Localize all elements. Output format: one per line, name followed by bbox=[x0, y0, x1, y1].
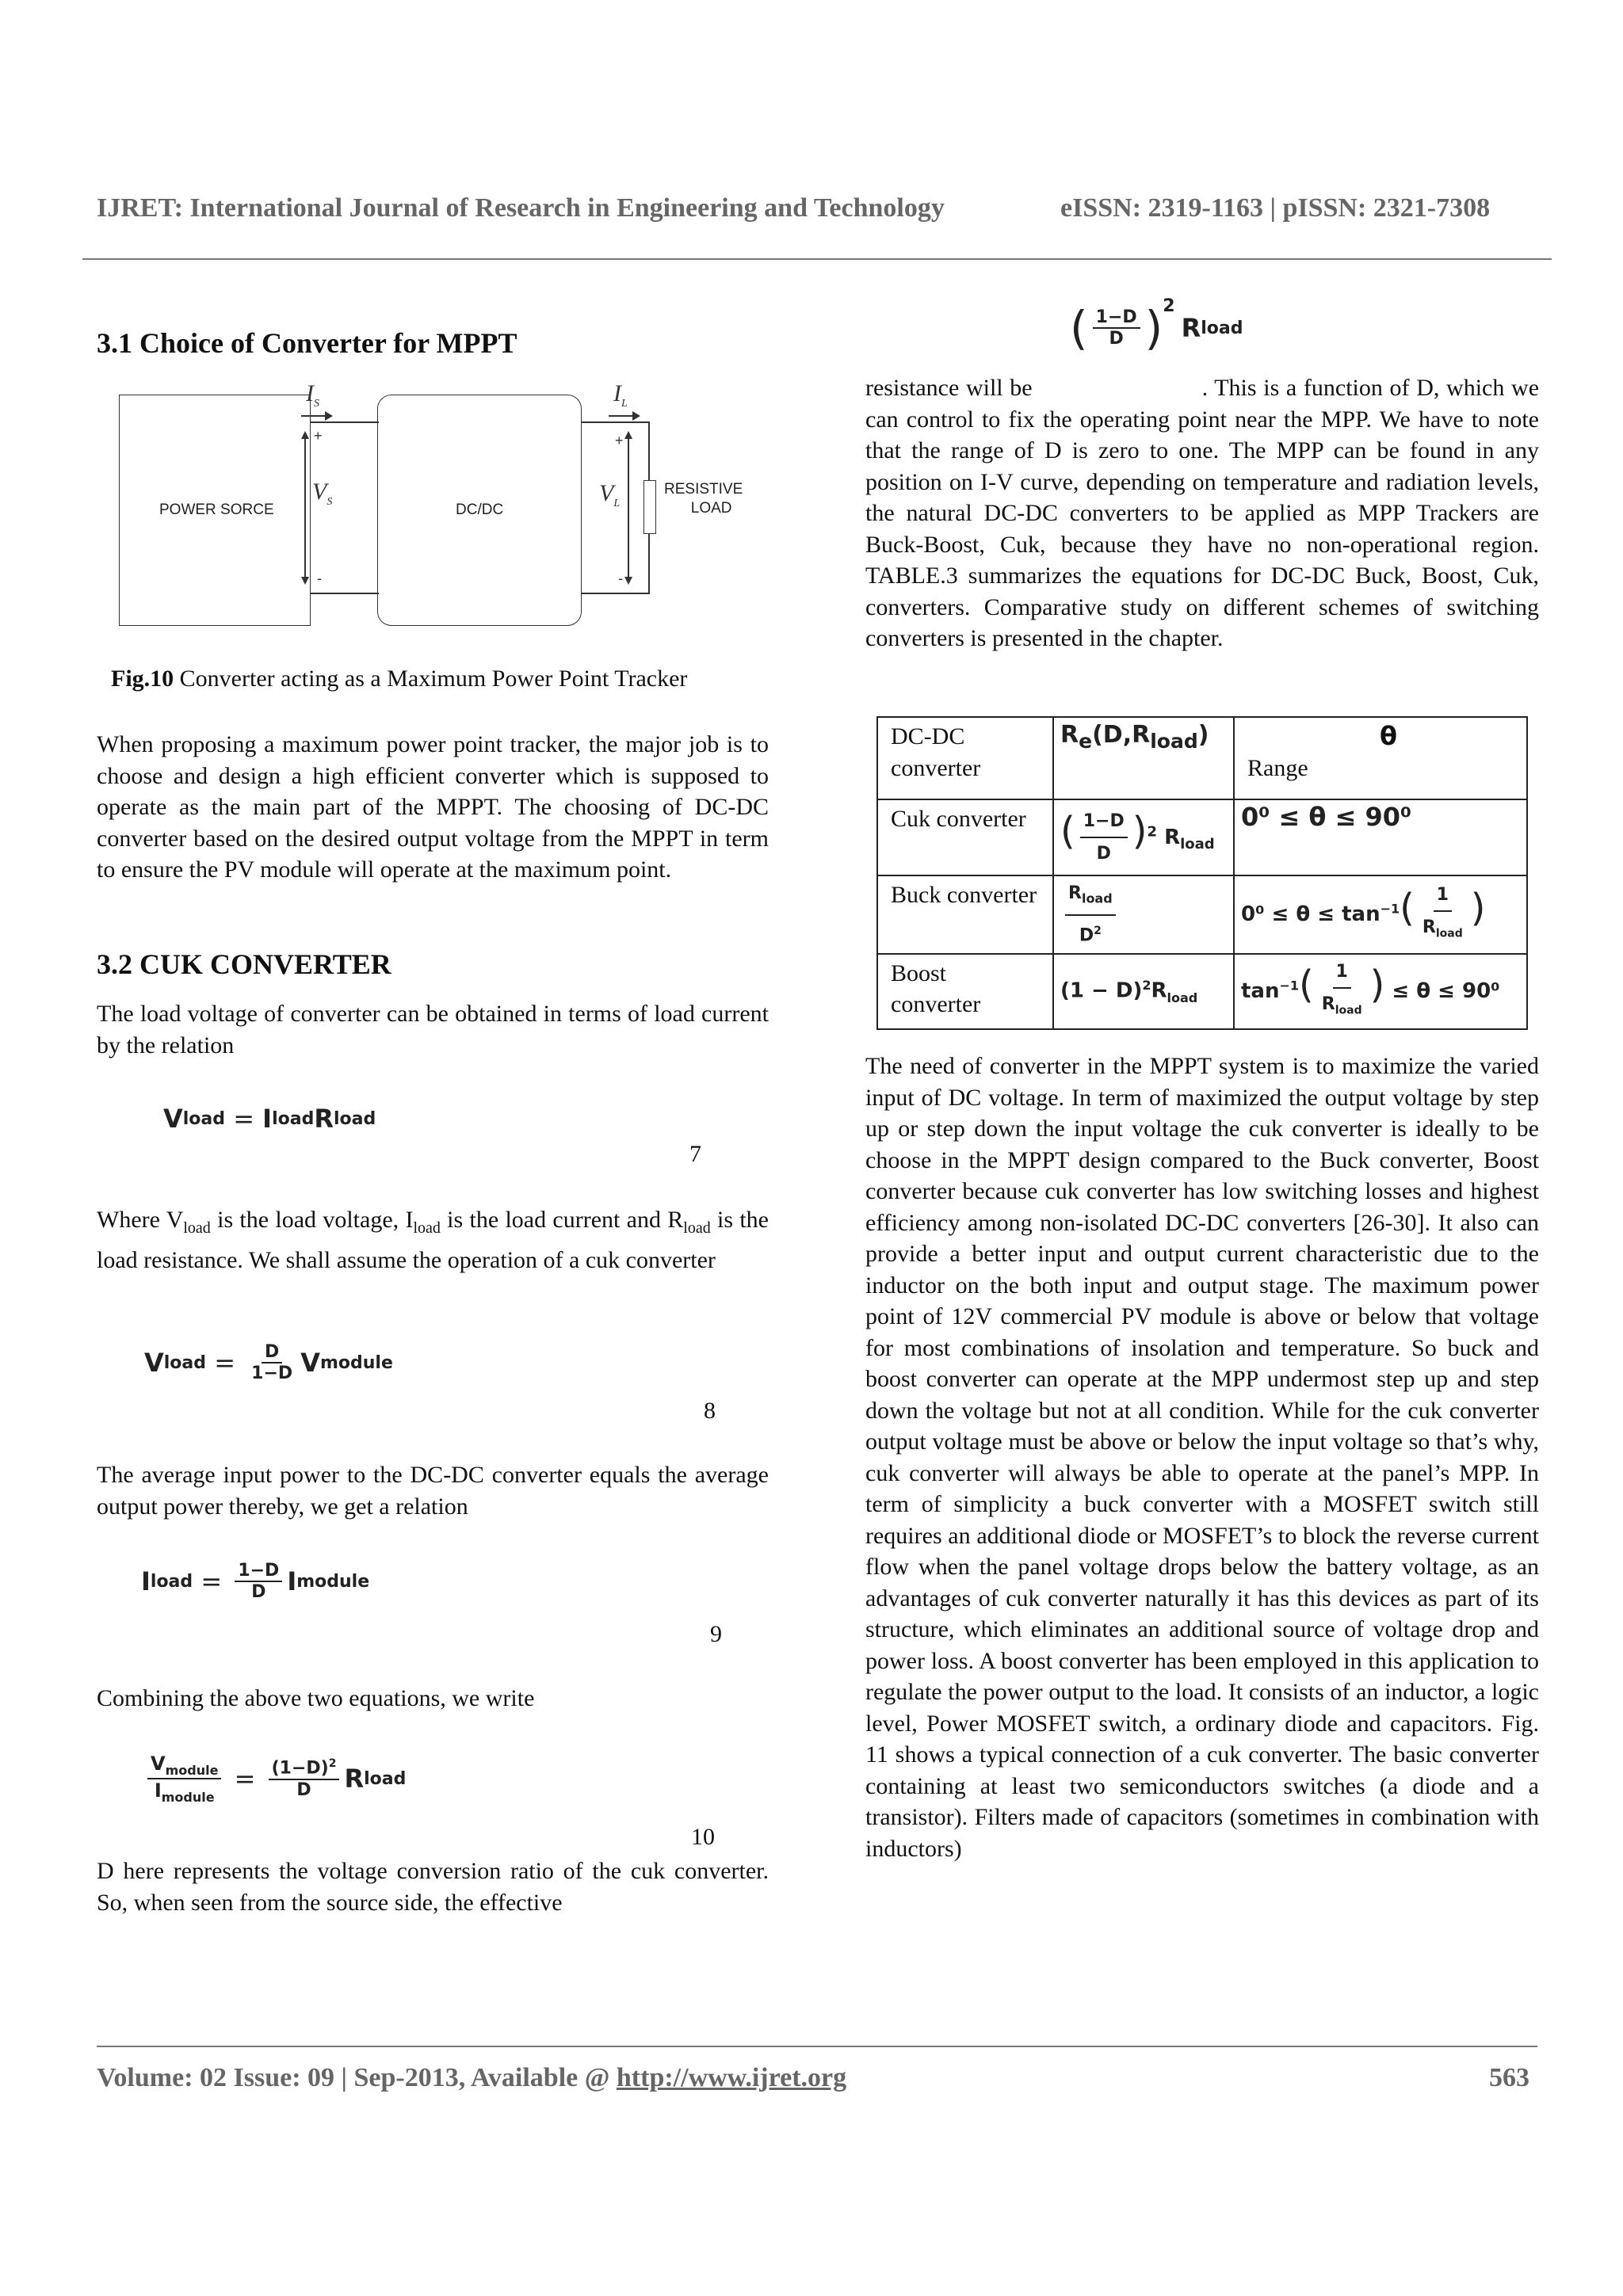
table-header-row bbox=[877, 717, 1527, 799]
resistive-load-label bbox=[664, 480, 743, 518]
resistive-text: RESISTIVE bbox=[664, 481, 743, 498]
table-cell-buck-range: $0^0 \le \theta \le \tan^{-1}$( $\frac{1}{R_{load}}$ ) bbox=[1234, 875, 1527, 954]
power-source-box bbox=[119, 395, 311, 626]
equation-8-number: 8 bbox=[704, 1398, 716, 1424]
table-cell-boost-range: $\tan^{-1}$( $\frac{1}{R_{load}}$ ) ≤ θ ≤ 90⁰ bbox=[1234, 954, 1527, 1029]
section-3-1-title: 3.1 Choice of Converter for MPPT bbox=[97, 327, 517, 359]
equation-10: $\frac{V_{module}}{I_{module}}$ = $\frac{(1-D)^2}{D}$ R load bbox=[143, 1743, 406, 1814]
fig-10-caption: Fig.10 Converter acting as a Maximum Power Point Tracker bbox=[111, 666, 688, 692]
table-cell-buck: Buck converter bbox=[877, 875, 1053, 954]
load-text: LOAD bbox=[690, 500, 732, 517]
paragraph-mppt-intro: When proposing a maximum power point tracker, the major job is to choose and design a high efficient converter which is supposed to operate as the main part of the MPPT. The choosing of DC-DC converter based on the desired output voltage from the MPPT in term to ensure the PV module will operate at the maximum point. bbox=[97, 731, 769, 883]
section-3-2-title: 3.2 CUK CONVERTER bbox=[97, 948, 391, 980]
page-number: 563 bbox=[1489, 2063, 1529, 2092]
table-header-theta: θ Range bbox=[1234, 717, 1527, 799]
equation-8: V load = $\frac{D}{1-D}$ V module bbox=[144, 1342, 393, 1383]
wire-load-bottom bbox=[648, 532, 650, 593]
converter-diagram bbox=[117, 380, 751, 631]
paragraph-where: Where $V_{load}$ is the load voltage, $I_{load}$ is the load current and $R_{load}$ is the load resistance. We shall assume the operation of a cuk converter bbox=[97, 1207, 769, 1273]
footer-rule bbox=[97, 2046, 1537, 2047]
journal-title: IJRET: International Journal of Research in Engineering and Technology bbox=[97, 193, 945, 223]
footer-volume: Volume: 02 Issue: 09 | Sep-2013, Available @ bbox=[97, 2063, 617, 2092]
vl-label: $V_L$ bbox=[599, 480, 621, 509]
equation-10-number: 10 bbox=[691, 1824, 715, 1850]
converter-table bbox=[876, 716, 1528, 1030]
wire-bottom-left bbox=[311, 593, 379, 594]
table-cell-boost-re: $(1 - D)^2R_{load}$ bbox=[1053, 954, 1234, 1029]
il-arrow-shaft bbox=[609, 415, 634, 417]
paragraph-resistance: resistance will be . This is a function of D, which we can control to fix the operating point near the MPP. We have to note that the range of D is zero to one. The MPP can be found in any position on I-V curve, depending on temperature and radiation levels, the natural DC-DC converters to be applied as MPP Trackers are Buck-Boost, Cuk, because they have no non-operational region. TABLE.3 summarizes the equations for DC-DC Buck, Boost, Cuk, converters. Comparative study on different schemes of switching converters is presented in the chapter. bbox=[865, 375, 1540, 651]
vs-plus: + bbox=[314, 428, 323, 444]
wire-top-left bbox=[311, 421, 379, 423]
table-row bbox=[877, 954, 1527, 1029]
table-row bbox=[877, 799, 1527, 875]
dcdc-box bbox=[377, 395, 582, 626]
vl-arrow-down-icon bbox=[624, 577, 632, 585]
table-header-re: $R_e(D,R_{load})$ bbox=[1053, 717, 1234, 799]
equation-effective-resistance: ( $\frac{1-D}{D}$ ) $^2$ R load bbox=[1070, 296, 1243, 355]
header-rule bbox=[82, 258, 1552, 260]
table-cell-boost: Boost converter bbox=[877, 954, 1053, 1029]
paragraph-load-voltage: The load voltage of converter can be obtained in terms of load current by the relation bbox=[97, 1001, 769, 1058]
wire-bottom-right bbox=[582, 593, 650, 594]
journal-header bbox=[97, 193, 1539, 223]
vl-minus: - bbox=[618, 570, 623, 586]
paragraph-average-power: The average input power to the DC-DC converter equals the average output power thereby, we get a relation bbox=[97, 1462, 769, 1520]
power-source-label: POWER SORCE bbox=[159, 502, 274, 518]
vs-label: $V_S$ bbox=[312, 479, 333, 508]
equation-9-number: 9 bbox=[710, 1621, 722, 1647]
table-cell-cuk: Cuk converter bbox=[877, 799, 1053, 875]
dcdc-label: DC/DC bbox=[456, 502, 504, 518]
table-row bbox=[877, 875, 1527, 954]
table-cell-cuk-range: 0⁰ ≤ θ ≤ 90⁰ bbox=[1234, 799, 1527, 875]
vl-arrow-shaft bbox=[628, 437, 629, 578]
footer-link[interactable]: http://www.ijret.org bbox=[616, 2063, 847, 2092]
vl-plus: + bbox=[615, 433, 624, 448]
is-arrow-shaft bbox=[301, 415, 327, 417]
equation-7-number: 7 bbox=[689, 1141, 701, 1167]
paragraph-combining: Combining the above two equations, we write bbox=[97, 1685, 535, 1711]
resistor-icon bbox=[643, 480, 656, 534]
vs-arrow-down-icon bbox=[301, 577, 309, 585]
is-label: $I_S$ bbox=[306, 380, 319, 410]
is-arrow-head-icon bbox=[325, 411, 333, 421]
page-footer bbox=[97, 2063, 1529, 2093]
table-cell-buck-re: $\frac{R_{load}}{D^2}$ bbox=[1053, 875, 1234, 954]
wire-load-top bbox=[648, 421, 650, 482]
vs-minus: - bbox=[317, 570, 322, 586]
paragraph-converter-need: The need of converter in the MPPT system is to maximize the varied input of DC voltage. In term of maximized the output voltage by step up or step down the input voltage the cuk converter is ideally to be choose in the MPPT design compared to the Buck converter, Boost converter because cuk converter has low switching losses and highest efficiency among non-isolated DC-DC converters [26-30]. It also can provide a better input and output current characteristic due to the inductor on the both input and output stage. The maximum power point of 12V commercial PV module is above or below that voltage for most combinations of insolation and temperature. So buck and boost converter can operate at the MPP undermost step up and step down the voltage but not at all condition. While for the cuk converter output voltage must be above or below the input voltage so that’s why, cuk converter will always be able to operate at the panel’s MPP. In term of simplicity a buck converter with a MOSFET switch still requires an additional diode or MOSFET’s to block the reverse current flow when the panel voltage drops below the battery voltage, as an advantages of cuk converter naturally it has this devices as part of its structure, which eliminates an additional source of voltage drop and power loss. A boost converter has been employed in this application to regulate the power output to the load. It consists of an inductor, a logic level, Power MOSFET switch, a ordinary diode and capacitors. Fig. 11 shows a typical connection of a cuk converter. The basic converter containing at least two semiconductors switches (a diode and a transistor). Filters made of capacitors (sometimes in combination with inductors) bbox=[865, 1053, 1539, 1862]
table-header-converter: DC-DC converter bbox=[877, 717, 1053, 799]
il-arrow-head-icon bbox=[632, 411, 640, 421]
journal-issn: eISSN: 2319-1163 | pISSN: 2321-7308 bbox=[1060, 193, 1491, 223]
equation-9: I load = $\frac{1-D}{D}$ I module bbox=[141, 1561, 370, 1602]
table-cell-cuk-re: ( $\frac{1-D}{D}$ )$^2$ $R_{load}$ bbox=[1053, 799, 1234, 875]
vs-arrow-shaft bbox=[304, 437, 306, 578]
equation-7: V load = I load R load bbox=[163, 1104, 376, 1134]
wire-top-right bbox=[582, 421, 650, 423]
il-label: $I_L$ bbox=[613, 380, 628, 410]
paragraph-conversion-ratio: D here represents the voltage conversion ratio of the cuk converter. So, when seen from the source side, the effective bbox=[97, 1858, 769, 1916]
